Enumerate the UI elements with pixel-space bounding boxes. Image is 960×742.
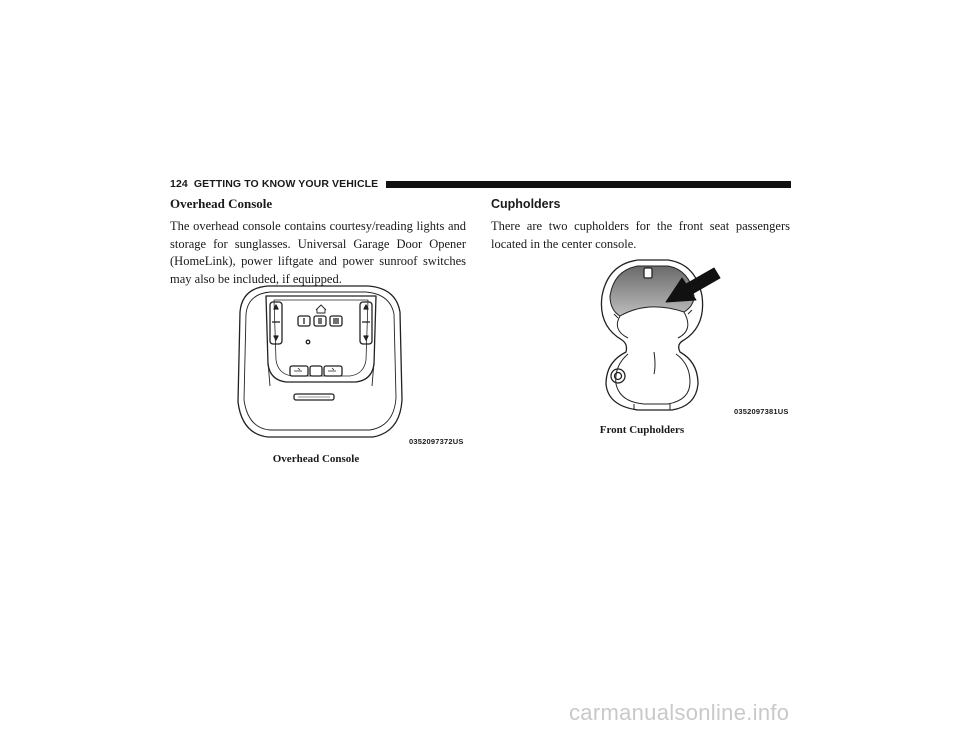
cupholder-figure-code: 0352097381US [734, 407, 789, 416]
header-rule [386, 181, 791, 188]
cupholders-heading: Cupholders [491, 197, 561, 211]
arrow-icon [662, 264, 722, 310]
left-column [170, 196, 466, 288]
page-header [170, 178, 791, 190]
overhead-console-paragraph: The overhead console contains courtesy/reading lights and storage for sunglasses. Universal Garage Door Opener (HomeLink), power liftgate and power sunroof switches may also be included, if equipped. [170, 219, 466, 286]
overhead-console-figure-code: 0352097372US [409, 437, 464, 446]
overhead-console-illustration [228, 282, 468, 442]
section-title: GETTING TO KNOW YOUR VEHICLE [193, 178, 379, 190]
cupholder-caption: Front Cupholders [599, 424, 685, 436]
overhead-console-heading: Overhead Console [170, 196, 273, 211]
watermark-text: carmanualsonline.info [569, 700, 790, 725]
right-column [491, 196, 790, 253]
overhead-console-caption: Overhead Console [272, 453, 360, 465]
page-number: 124 [170, 178, 188, 190]
cupholders-paragraph: There are two cupholders for the front seat passengers located in the center console. [491, 219, 790, 251]
